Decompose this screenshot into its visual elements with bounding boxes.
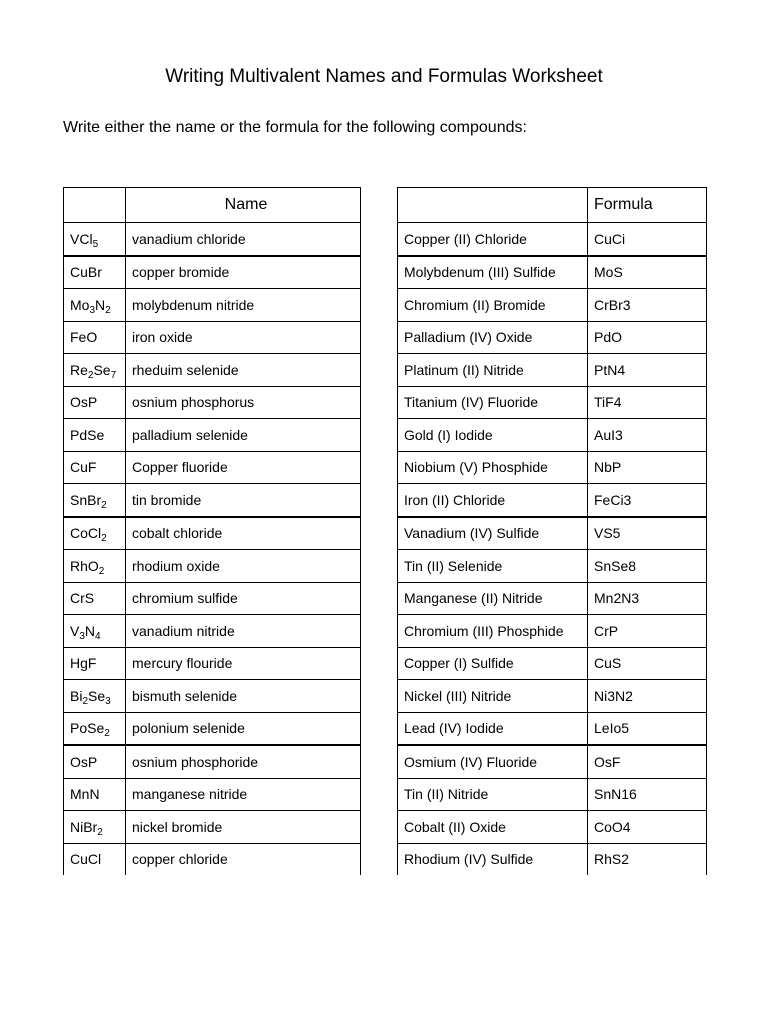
compound-name-cell: Cobalt (II) Oxide <box>398 811 588 844</box>
formula-symbol: CuCl <box>70 851 102 868</box>
formula-cell <box>64 615 126 648</box>
formula-subscript: 2 <box>101 499 107 511</box>
table-row <box>398 256 707 289</box>
compound-name-cell: Palladium (IV) Oxide <box>398 321 588 354</box>
formula-cell <box>64 256 126 289</box>
formula-subscript: 2 <box>82 695 89 707</box>
formula-cell <box>64 484 126 517</box>
formula-subscript: 2 <box>101 533 107 545</box>
formula-subscript: 7 <box>110 369 117 381</box>
name-table-header-row <box>64 188 361 223</box>
formula-symbol: N <box>84 622 96 639</box>
table-row <box>64 647 361 680</box>
formula-answer-cell: CuCi <box>588 223 707 256</box>
formula-answer-cell: FeCi3 <box>588 484 707 517</box>
name-cell: copper bromide <box>126 256 361 289</box>
name-cell: osnium phosphoride <box>126 745 361 778</box>
table-row <box>398 647 707 680</box>
formula-symbol: OsP <box>70 753 98 770</box>
formula-symbol: CrS <box>70 590 95 607</box>
formula-answer-cell: LeIo5 <box>588 712 707 745</box>
formula-table-header: Formula <box>588 188 707 223</box>
formula-symbol: PoSe <box>70 720 105 737</box>
name-cell: mercury flouride <box>126 647 361 680</box>
formula-answer-cell: CrBr3 <box>588 289 707 322</box>
formula-subscript: 3 <box>89 304 96 316</box>
name-cell: cobalt chloride <box>126 517 361 550</box>
formula-symbol: OsP <box>70 394 98 411</box>
formula-symbol: PdSe <box>70 426 105 443</box>
table-row <box>64 386 361 419</box>
table-row <box>398 615 707 648</box>
formula-symbol: VCl <box>70 230 93 247</box>
name-cell: manganese nitride <box>126 778 361 811</box>
formula-cell <box>64 419 126 452</box>
formula-cell <box>64 647 126 680</box>
table-row <box>64 778 361 811</box>
formula-answer-cell: SnN16 <box>588 778 707 811</box>
table-row <box>398 354 707 387</box>
table-row <box>398 680 707 713</box>
formula-answer-cell: PtN4 <box>588 354 707 387</box>
table-row <box>398 712 707 745</box>
name-cell: bismuth selenide <box>126 680 361 713</box>
table-row <box>64 321 361 354</box>
formula-cell <box>64 712 126 745</box>
compound-name-cell: Niobium (V) Phosphide <box>398 451 588 484</box>
table-row <box>64 745 361 778</box>
table-row <box>64 256 361 289</box>
formula-symbol: Bi <box>70 687 83 704</box>
compound-name-cell: Titanium (IV) Fluoride <box>398 386 588 419</box>
formula-subscript: 3 <box>105 695 111 707</box>
name-cell: palladium selenide <box>126 419 361 452</box>
name-table-header: Name <box>126 188 361 223</box>
formula-symbol: RhO <box>70 557 99 574</box>
formula-answer-cell: CrP <box>588 615 707 648</box>
formula-table <box>397 187 707 875</box>
formula-answer-cell: SnSe8 <box>588 550 707 583</box>
formula-cell <box>64 778 126 811</box>
table-row <box>64 811 361 844</box>
formula-cell <box>64 517 126 550</box>
formula-answer-cell: CoO4 <box>588 811 707 844</box>
formula-answer-cell: VS5 <box>588 517 707 550</box>
formula-cell <box>64 843 126 875</box>
table-row <box>398 419 707 452</box>
name-cell: iron oxide <box>126 321 361 354</box>
formula-answer-cell: CuS <box>588 647 707 680</box>
formula-subscript: 2 <box>105 304 111 316</box>
formula-table-header-row <box>398 188 707 223</box>
compound-name-cell: Copper (I) Sulfide <box>398 647 588 680</box>
compound-name-cell: Tin (II) Selenide <box>398 550 588 583</box>
compound-name-cell: Manganese (II) Nitride <box>398 582 588 615</box>
formula-cell <box>64 289 126 322</box>
formula-answer-cell: Mn2N3 <box>588 582 707 615</box>
compound-name-cell: Vanadium (IV) Sulfide <box>398 517 588 550</box>
formula-cell <box>64 680 126 713</box>
formula-answer-cell: TiF4 <box>588 386 707 419</box>
formula-symbol: V <box>70 622 80 639</box>
name-cell: vanadium nitride <box>126 615 361 648</box>
table-row <box>64 712 361 745</box>
formula-symbol: MnN <box>70 786 100 803</box>
formula-symbol: Se <box>93 361 111 378</box>
compound-name-cell: Osmium (IV) Fluoride <box>398 745 588 778</box>
instructions-text: Write either the name or the formula for the following compounds: <box>63 119 527 136</box>
table-row <box>398 778 707 811</box>
formula-cell <box>64 321 126 354</box>
formula-subscript: 5 <box>92 238 99 250</box>
formula-symbol: CoCl <box>70 525 102 542</box>
formula-answer-cell: MoS <box>588 256 707 289</box>
formula-cell <box>64 386 126 419</box>
page-title: Writing Multivalent Names and Formulas Worksheet <box>165 66 603 87</box>
table-row <box>64 615 361 648</box>
table-row <box>64 484 361 517</box>
formula-subscript: 2 <box>98 565 105 577</box>
compound-name-cell: Platinum (II) Nitride <box>398 354 588 387</box>
name-cell: osnium phosphorus <box>126 386 361 419</box>
table-row <box>398 321 707 354</box>
name-cell: copper chloride <box>126 843 361 875</box>
formula-answer-cell: RhS2 <box>588 843 707 875</box>
name-cell: vanadium chloride <box>126 223 361 256</box>
formula-cell <box>64 354 126 387</box>
table-row <box>64 517 361 550</box>
formula-symbol: Mo <box>70 296 90 313</box>
name-cell: chromium sulfide <box>126 582 361 615</box>
table-row <box>398 223 707 256</box>
compound-name-cell: Chromium (III) Phosphide <box>398 615 588 648</box>
table-row <box>64 223 361 256</box>
table-row <box>398 289 707 322</box>
compound-name-cell: Iron (II) Chloride <box>398 484 588 517</box>
name-cell: rheduim selenide <box>126 354 361 387</box>
name-cell: rhodium oxide <box>126 550 361 583</box>
formula-subscript: 4 <box>95 630 101 642</box>
formula-symbol: FeO <box>70 329 98 346</box>
formula-cell <box>64 451 126 484</box>
table-row <box>398 550 707 583</box>
compound-name-cell: Rhodium (IV) Sulfide <box>398 843 588 875</box>
compound-name-cell: Nickel (III) Nitride <box>398 680 588 713</box>
formula-table-header-blank <box>398 188 588 223</box>
formula-answer-cell: NbP <box>588 451 707 484</box>
table-row <box>398 451 707 484</box>
formula-cell <box>64 223 126 256</box>
table-row <box>398 517 707 550</box>
formula-cell <box>64 582 126 615</box>
table-row <box>64 680 361 713</box>
formula-answer-cell: OsF <box>588 745 707 778</box>
table-row <box>64 843 361 875</box>
formula-subscript: 2 <box>97 826 103 838</box>
name-cell: molybdenum nitride <box>126 289 361 322</box>
table-row <box>398 843 707 875</box>
formula-symbol: N <box>95 296 106 313</box>
table-row <box>64 582 361 615</box>
formula-symbol: CuF <box>70 459 97 476</box>
compound-name-cell: Lead (IV) Iodide <box>398 712 588 745</box>
table-row <box>64 451 361 484</box>
formula-symbol: CuBr <box>70 264 102 281</box>
table-row <box>64 354 361 387</box>
compound-name-cell: Tin (II) Nitride <box>398 778 588 811</box>
formula-cell <box>64 550 126 583</box>
formula-subscript: 3 <box>79 630 85 642</box>
table-row <box>398 811 707 844</box>
formula-subscript: 2 <box>87 369 94 381</box>
table-row <box>64 419 361 452</box>
formula-symbol: NiBr <box>70 818 98 835</box>
table-row <box>398 582 707 615</box>
table-row <box>64 289 361 322</box>
formula-cell <box>64 811 126 844</box>
table-row <box>398 386 707 419</box>
compound-name-cell: Copper (II) Chloride <box>398 223 588 256</box>
formula-cell <box>64 745 126 778</box>
table-row <box>398 484 707 517</box>
compound-name-cell: Molybdenum (III) Sulfide <box>398 256 588 289</box>
formula-answer-cell: PdO <box>588 321 707 354</box>
compound-name-cell: Chromium (II) Bromide <box>398 289 588 322</box>
name-table-header-blank <box>64 188 126 223</box>
name-table <box>63 187 361 875</box>
name-cell: nickel bromide <box>126 811 361 844</box>
name-cell: tin bromide <box>126 484 361 517</box>
formula-answer-cell: Ni3N2 <box>588 680 707 713</box>
table-row <box>398 745 707 778</box>
formula-symbol: Se <box>88 687 106 704</box>
compound-name-cell: Gold (I) Iodide <box>398 419 588 452</box>
table-row <box>64 550 361 583</box>
formula-symbol: HgF <box>70 655 97 672</box>
formula-symbol: SnBr <box>70 491 102 508</box>
formula-answer-cell: AuI3 <box>588 419 707 452</box>
name-cell: polonium selenide <box>126 712 361 745</box>
formula-subscript: 2 <box>104 728 110 740</box>
formula-symbol: Re <box>70 361 88 378</box>
name-cell: Copper fluoride <box>126 451 361 484</box>
